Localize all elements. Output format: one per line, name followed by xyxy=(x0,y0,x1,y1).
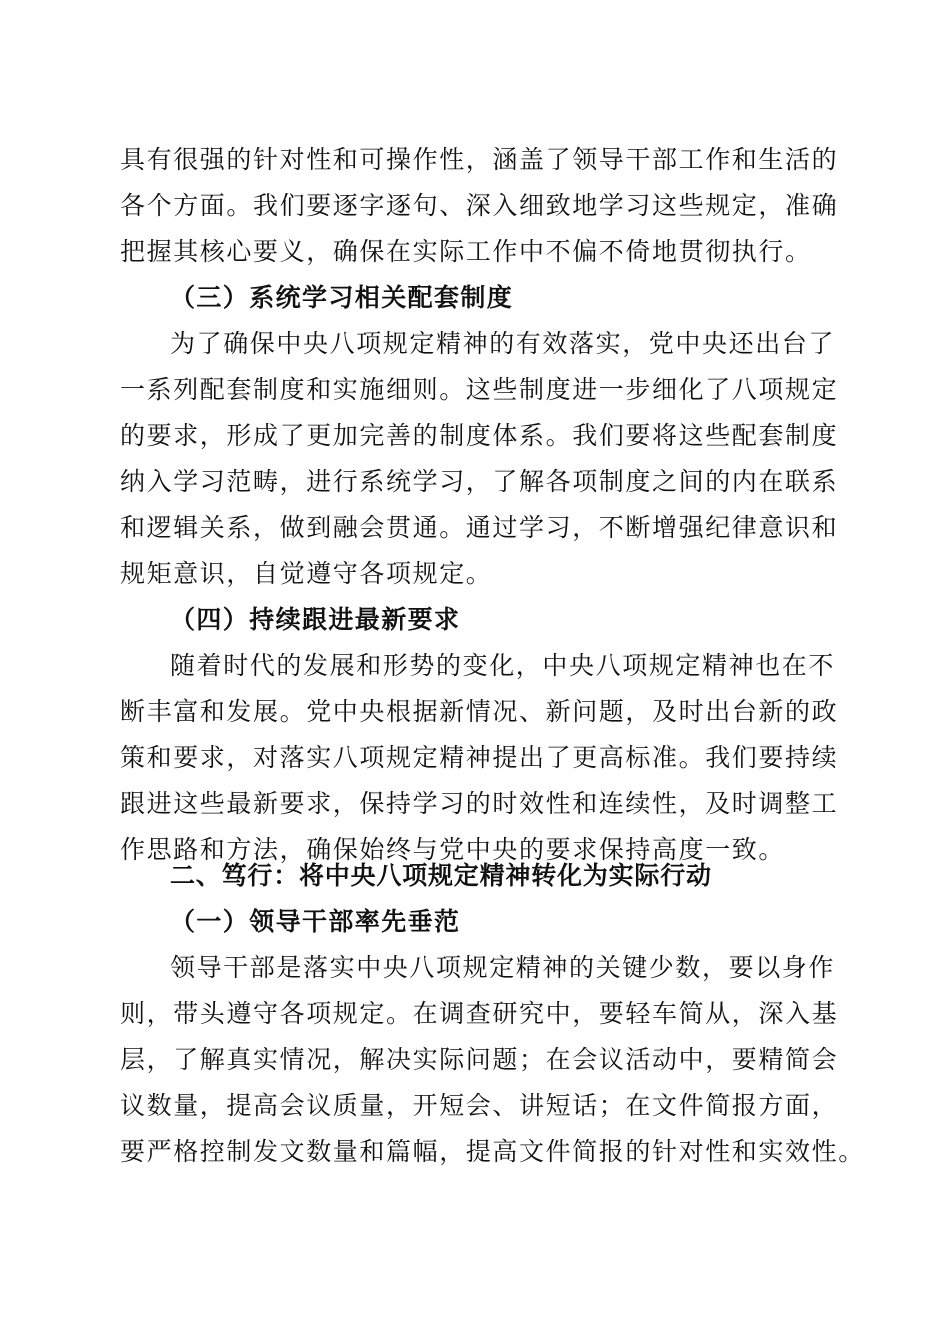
paragraph-line: 领导干部是落实中央八项规定精神的关键少数，要以身作 xyxy=(170,953,836,982)
paragraph-line: 要严格控制发文数量和篇幅，提高文件简报的针对性和实效性。 xyxy=(120,1137,865,1166)
paragraph-line: 随着时代的发展和形势的变化，中央八项规定精神也在不 xyxy=(170,651,836,680)
paragraph-line: 一系列配套制度和实施细则。这些制度进一步细化了八项规定 xyxy=(120,375,839,404)
paragraph-line: 议数量，提高会议质量，开短会、讲短话；在文件简报方面， xyxy=(120,1091,839,1120)
paragraph-line: 和逻辑关系，做到融会贯通。通过学习，不断增强纪律意识和 xyxy=(120,513,839,542)
section-heading-3: （三）系统学习相关配套制度 xyxy=(170,283,514,312)
paragraph-line: 的要求，形成了更加完善的制度体系。我们要将这些配套制度 xyxy=(120,421,839,450)
paragraph-line: 各个方面。我们要逐字逐句、深入细致地学习这些规定，准确 xyxy=(120,191,839,220)
paragraph-line: 具有很强的针对性和可操作性，涵盖了领导干部工作和生活的 xyxy=(120,145,839,174)
paragraph-line: 策和要求，对落实八项规定精神提出了更高标准。我们要持续 xyxy=(120,743,839,772)
paragraph-line: 则，带头遵守各项规定。在调查研究中，要轻车简从，深入基 xyxy=(120,999,839,1028)
section-heading-1: （一）领导干部率先垂范 xyxy=(170,907,461,936)
paragraph-line: 跟进这些最新要求，保持学习的时效性和连续性，及时调整工 xyxy=(120,789,839,818)
chapter-heading-2: 二、笃行：将中央八项规定精神转化为实际行动 xyxy=(170,861,712,890)
paragraph-line: 层，了解真实情况，解决实际问题；在会议活动中，要精简会 xyxy=(120,1045,839,1074)
paragraph-line: 纳入学习范畴，进行系统学习，了解各项制度之间的内在联系 xyxy=(120,467,839,496)
paragraph-line: 作思路和方法，确保始终与党中央的要求保持高度一致。 xyxy=(120,835,786,864)
paragraph-line: 断丰富和发展。党中央根据新情况、新问题，及时出台新的政 xyxy=(120,697,839,726)
section-heading-4: （四）持续跟进最新要求 xyxy=(170,605,461,634)
paragraph-line: 把握其核心要义，确保在实际工作中不偏不倚地贯彻执行。 xyxy=(120,237,812,266)
paragraph-line: 规矩意识，自觉遵守各项规定。 xyxy=(120,559,493,588)
paragraph-line: 为了确保中央八项规定精神的有效落实，党中央还出台了 xyxy=(170,329,836,358)
